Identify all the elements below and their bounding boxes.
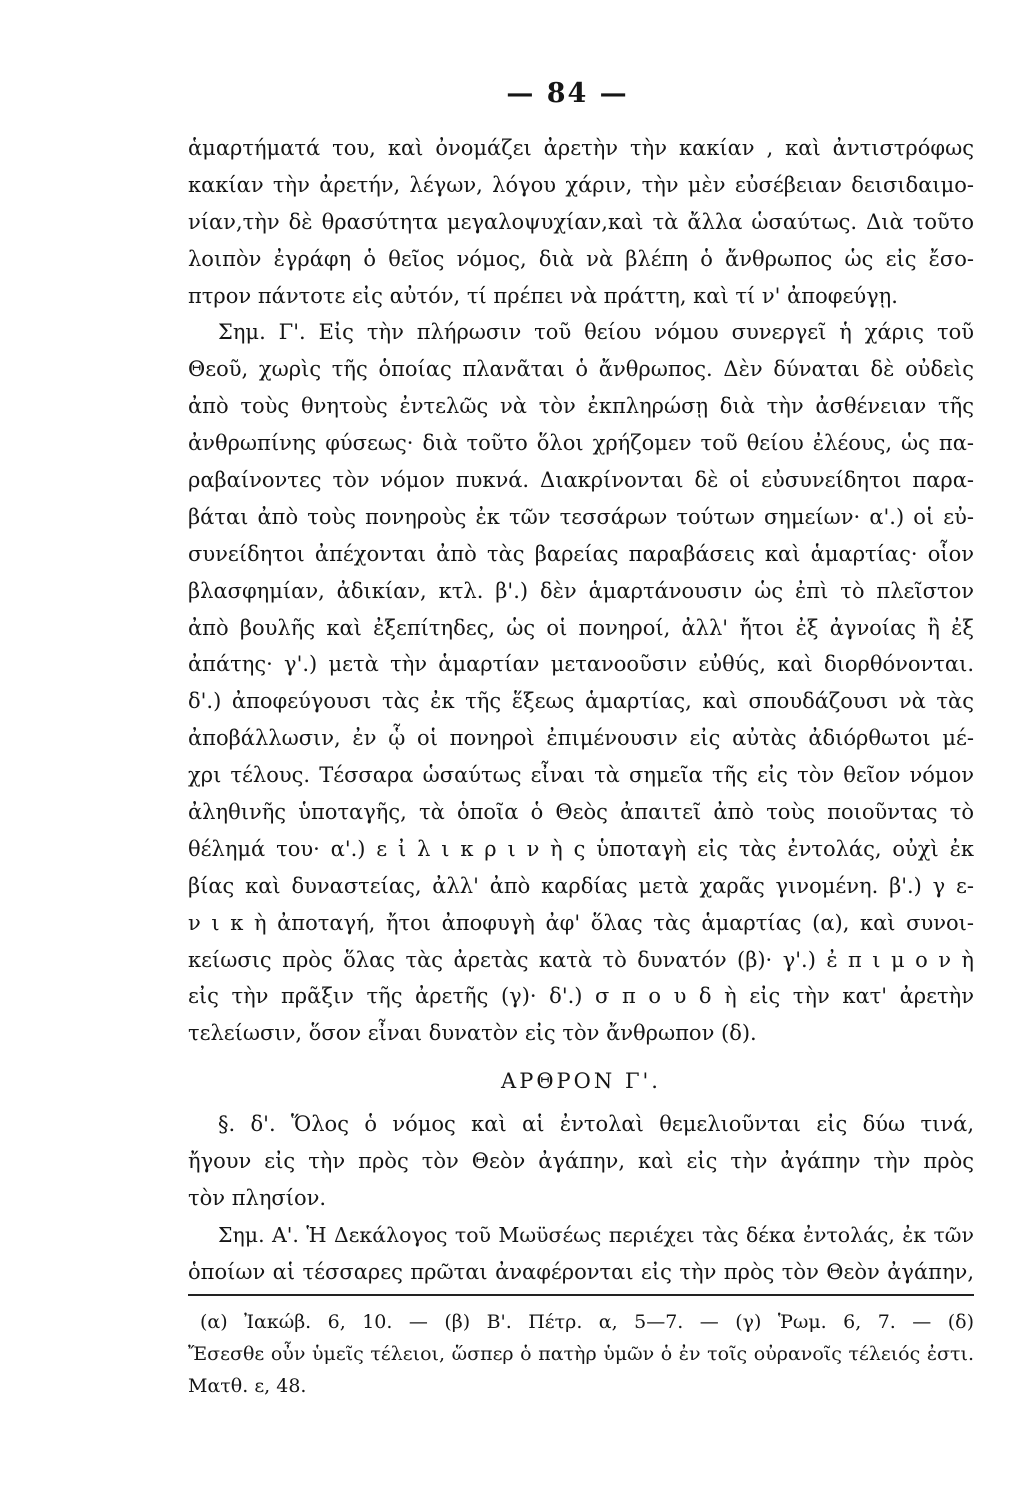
footnotes xyxy=(188,1306,974,1402)
text-line: Σημ. Γ'. Εἰς τὴν πλήρωσιν τοῦ θείου νόμου συνεργεῖ ἡ χάρις τοῦ xyxy=(218,320,974,345)
text-line: Θεοῦ, χωρὶς τῆς ὁποίας πλανᾶται ὁ ἄνθρωπος. Δὲν δύναται δὲ οὐδεὶς xyxy=(188,357,974,382)
text-line: βλασφημίαν, ἀδικίαν, κτλ. β'.) δὲν ἁμαρτάνουσιν ὡς ἐπὶ τὸ πλεῖστον xyxy=(188,578,974,603)
text-line: ν ι κ ὴ ἀποταγή, ἤτοι ἀποφυγὴ ἀφ' ὅλας τὰς ἁμαρτίας (α), καὶ συνοι- xyxy=(188,910,974,935)
text-line: κακίαν τὴν ἀρετήν, λέγων, λόγου χάριν, τὴν μὲν εὐσέβειαν δεισιδαιμο- xyxy=(188,172,974,197)
text-line: Σημ. Α'. Ἡ Δεκάλογος τοῦ Μωϋσέως περιέχει τὰς δέκα ἐντολάς, ἐκ τῶν xyxy=(218,1222,974,1247)
text-line: §. δ'. Ὅλος ὁ νόμος καὶ αἱ ἐντολαὶ θεμελιοῦνται εἰς δύω τινά, xyxy=(218,1112,974,1137)
text-line: ἀπὸ τοὺς θνητοὺς ἐντελῶς νὰ τὸν ἐκπληρώσῃ διὰ τὴν ἀσθένειαν τῆς xyxy=(188,394,974,419)
footnote-line: Ἔσεσθε οὖν ὑμεῖς τέλειοι, ὥσπερ ὁ πατὴρ ὑμῶν ὁ ἐν τοῖς οὐρανοῖς τέλειός ἐστι. xyxy=(188,1343,974,1365)
text-line: κείωσις πρὸς ὅλας τὰς ἀρετὰς κατὰ τὸ δυνατόν (β)· γ'.) ἐ π ι μ ο ν ὴ xyxy=(188,947,974,972)
text-line: βίας καὶ δυναστείας, ἀλλ' ἀπὸ καρδίας μετὰ χαρᾶς γινομένη. β'.) γ ε- xyxy=(188,873,974,898)
text-line: ραβαίνοντες τὸν νόμον πυκνά. Διακρίνονται δὲ οἱ εὐσυνείδητοι παρα- xyxy=(188,468,974,493)
main-text xyxy=(188,130,974,1291)
text-line: τὸν πλησίον. xyxy=(188,1186,327,1211)
text-line: ἁμαρτήματά του, καὶ ὀνομάζει ἀρετὴν τὴν κακίαν , καὶ ἀντιστρόφως xyxy=(188,136,974,160)
text-line: θέλημά του· α'.) ε ἰ λ ι κ ρ ι ν ὴ ς ὑποταγὴ εἰς τὰς ἐντολάς, οὐχὶ ἐκ xyxy=(188,836,974,861)
text-line: ὁποίων αἱ τέσσαρες πρῶται ἀναφέρονται εἰς τὴν πρὸς τὸν Θεὸν ἀγάπην, xyxy=(188,1259,974,1284)
text-line: ἀπάτης· γ'.) μετὰ τὴν ἁμαρτίαν μετανοοῦσιν εὐθύς, καὶ διορθόνονται. xyxy=(188,652,974,677)
text-line: τελείωσιν, ὅσον εἶναι δυνατὸν εἰς τὸν ἄνθρωπον (δ). xyxy=(188,1021,757,1046)
text-line: βάται ἀπὸ τοὺς πονηροὺς ἐκ τῶν τεσσάρων τούτων σημείων· α'.) οἱ εὐ- xyxy=(188,504,974,529)
text-line: ἀληθινῆς ὑποταγῆς, τὰ ὁποῖα ὁ Θεὸς ἀπαιτεῖ ἀπὸ τοὺς ποιοῦντας τὸ xyxy=(188,800,974,825)
footnote-divider xyxy=(188,1294,974,1296)
text-line: πτρον πάντοτε εἰς αὐτόν, τί πρέπει νὰ πράττη, καὶ τί ν' ἀποφεύγῃ. xyxy=(188,283,898,308)
text-line: συνείδητοι ἀπέχονται ἀπὸ τὰς βαρείας παραβάσεις καὶ ἁμαρτίας· οἷον xyxy=(188,541,974,566)
text-line: λοιπὸν ἐγράφη ὁ θεῖος νόμος, διὰ νὰ βλέπη ὁ ἄνθρωπος ὡς εἰς ἔσο- xyxy=(188,246,974,271)
text-line: εἰς τὴν πρᾶξιν τῆς ἀρετῆς (γ)· δ'.) σ π ο υ δ ὴ εἰς τὴν κατ' ἀρετὴν xyxy=(188,984,974,1009)
text-line: νίαν,τὴν δὲ θρασύτητα μεγαλοψυχίαν,καὶ τὰ ἄλλα ὡσαύτως. Διὰ τοῦτο xyxy=(188,209,974,234)
page-number: — 84 — xyxy=(506,78,629,109)
text-line: ἤγουν εἰς τὴν πρὸς τὸν Θεὸν ἀγάπην, καὶ εἰς τὴν ἀγάπην τὴν πρὸς xyxy=(188,1149,974,1174)
footnote-line: (α) Ἰακώβ. 6, 10. — (β) Β'. Πέτρ. α, 5—7. — (γ) Ῥωμ. 6, 7. — (δ) xyxy=(200,1311,974,1333)
text-line: ἀνθρωπίνης φύσεως· διὰ τοῦτο ὅλοι χρήζομεν τοῦ θείου ἐλέους, ὡς πα- xyxy=(188,431,974,456)
text-line: ἀπὸ βουλῆς καὶ ἐξεπίτηδες, ὡς οἱ πονηροί, ἀλλ' ἤτοι ἐξ ἀγνοίας ἢ ἐξ xyxy=(188,615,974,640)
text-line: ἀποβάλλωσιν, ἐν ᾧ οἱ πονηροὶ ἐπιμένουσιν εἰς αὐτὰς ἀδιόρθωτοι μέ- xyxy=(188,726,974,751)
text-line: χρι τέλους. Τέσσαρα ὡσαύτως εἶναι τὰ σημεῖα τῆς εἰς τὸν θεῖον νόμον xyxy=(188,763,974,788)
footnote-line: Ματθ. ε, 48. xyxy=(188,1375,307,1397)
text-line: δ'.) ἀποφεύγουσι τὰς ἐκ τῆς ἕξεως ἁμαρτίας, καὶ σπουδάζουσι νὰ τὰς xyxy=(188,689,974,714)
article-heading: ΑΡΘΡΟΝ Γ'. xyxy=(501,1069,661,1094)
